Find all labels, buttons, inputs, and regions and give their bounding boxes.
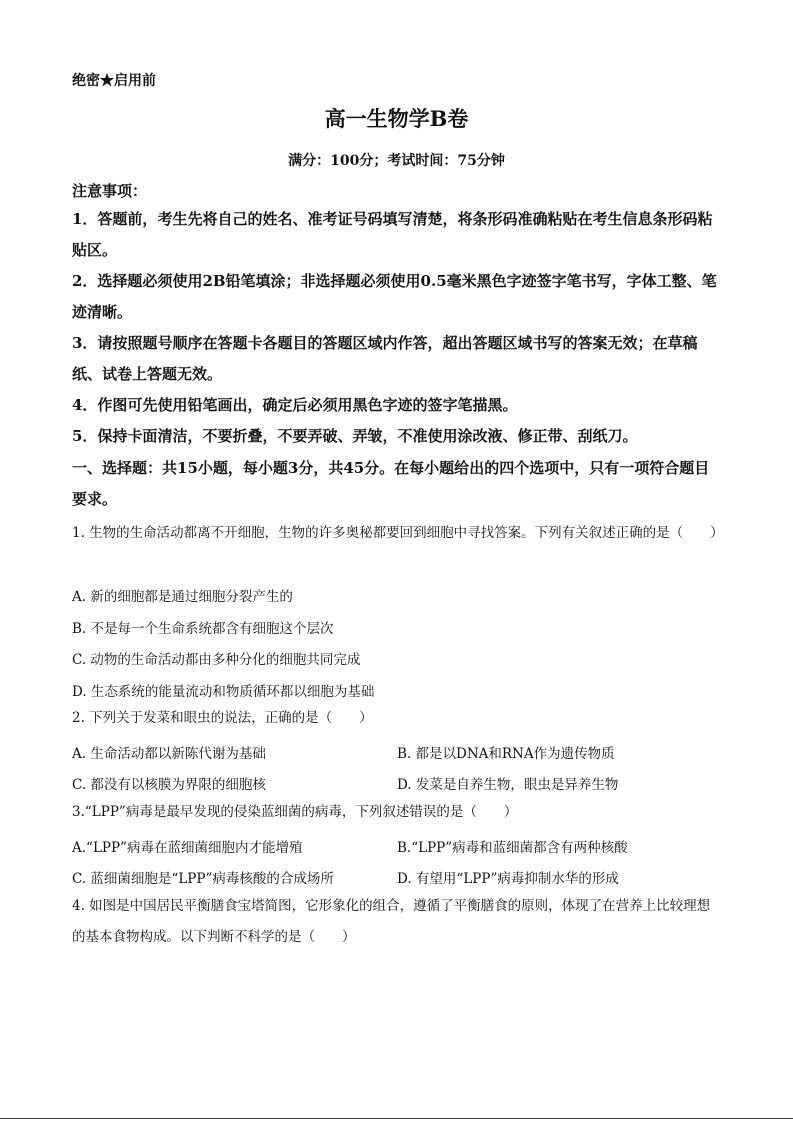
option-d: D. 有望用“LPP”病毒抑制水华的形成 bbox=[397, 871, 619, 887]
note-item: 4．作图可先使用铅笔画出，确定后必须用黑色字迹的签字笔描黑。 bbox=[72, 396, 518, 414]
option-c: C. 动物的生命活动都由多种分化的细胞共同完成 bbox=[72, 652, 361, 668]
note-item: 3．请按照题号顺序在答题卡各题目的答题区域内作答，超出答题区域书写的答案无效；在草稿纸、试卷上答题无效。 bbox=[72, 334, 698, 383]
section-heading: 一、选择题：共15小题，每小题3分，共45分。在每小题给出的四个选项中，只有一项符合题目要求。 bbox=[72, 459, 710, 508]
option-b: B.“LPP”病毒和蓝细菌都含有两种核酸 bbox=[397, 840, 628, 856]
option-d: D. 发菜是自养生物，眼虫是异养生物 bbox=[397, 777, 619, 793]
exam-info: 满分：100分；考试时间：75分钟 bbox=[288, 153, 505, 169]
confidential-label: 绝密★启用前 bbox=[72, 73, 156, 89]
option-a: A. 生命活动都以新陈代谢为基础 bbox=[72, 746, 266, 762]
question-stem: 4. 如图是中国居民平衡膳食宝塔简图，它形象化的组合，遵循了平衡膳食的原则，体现了在营养上比较理想的基本食物构成。以下判断不科学的是（ ） bbox=[72, 898, 711, 945]
page-bottom-rule bbox=[0, 1118, 793, 1119]
option-c: C. 都没有以核膜为界限的细胞核 bbox=[72, 777, 266, 793]
option-b: B. 不是每一个生命系统都含有细胞这个层次 bbox=[72, 621, 334, 637]
note-item: 1．答题前，考生先将自己的姓名、准考证号码填写清楚，将条形码准确粘贴在考生信息条形码粘贴区。 bbox=[72, 210, 713, 259]
option-c: C. 蓝细菌细胞是“LPP”病毒核酸的合成场所 bbox=[72, 871, 334, 887]
option-b: B. 都是以DNA和RNA作为遗传物质 bbox=[397, 746, 615, 762]
page-title: 高一生物学B卷 bbox=[324, 106, 469, 131]
note-item: 5．保持卡面清洁，不要折叠，不要弄破、弄皱，不准使用涂改液、修正带、刮纸刀。 bbox=[72, 427, 638, 445]
option-a: A. 新的细胞都是通过细胞分裂产生的 bbox=[72, 589, 293, 605]
notes-title: 注意事项： bbox=[72, 182, 148, 200]
question-stem: 1. 生物的生命活动都离不开细胞，生物的许多奥秘都要回到细胞中寻找答案。下列有关叙述正确的是（ ） bbox=[72, 525, 724, 541]
option-a: A.“LPP”病毒在蓝细菌细胞内才能增殖 bbox=[72, 840, 303, 856]
question-stem: 2. 下列关于发菜和眼虫的说法，正确的是（ ） bbox=[72, 710, 373, 726]
option-d: D. 生态系统的能量流动和物质循环都以细胞为基础 bbox=[72, 684, 375, 700]
note-item: 2．选择题必须使用2B铅笔填涂；非选择题必须使用0.5毫米黑色字迹签字笔书写，字体工整、笔迹清晰。 bbox=[72, 272, 717, 321]
question-stem: 3.“LPP”病毒是最早发现的侵染蓝细菌的病毒，下列叙述错误的是（ ） bbox=[72, 804, 518, 820]
